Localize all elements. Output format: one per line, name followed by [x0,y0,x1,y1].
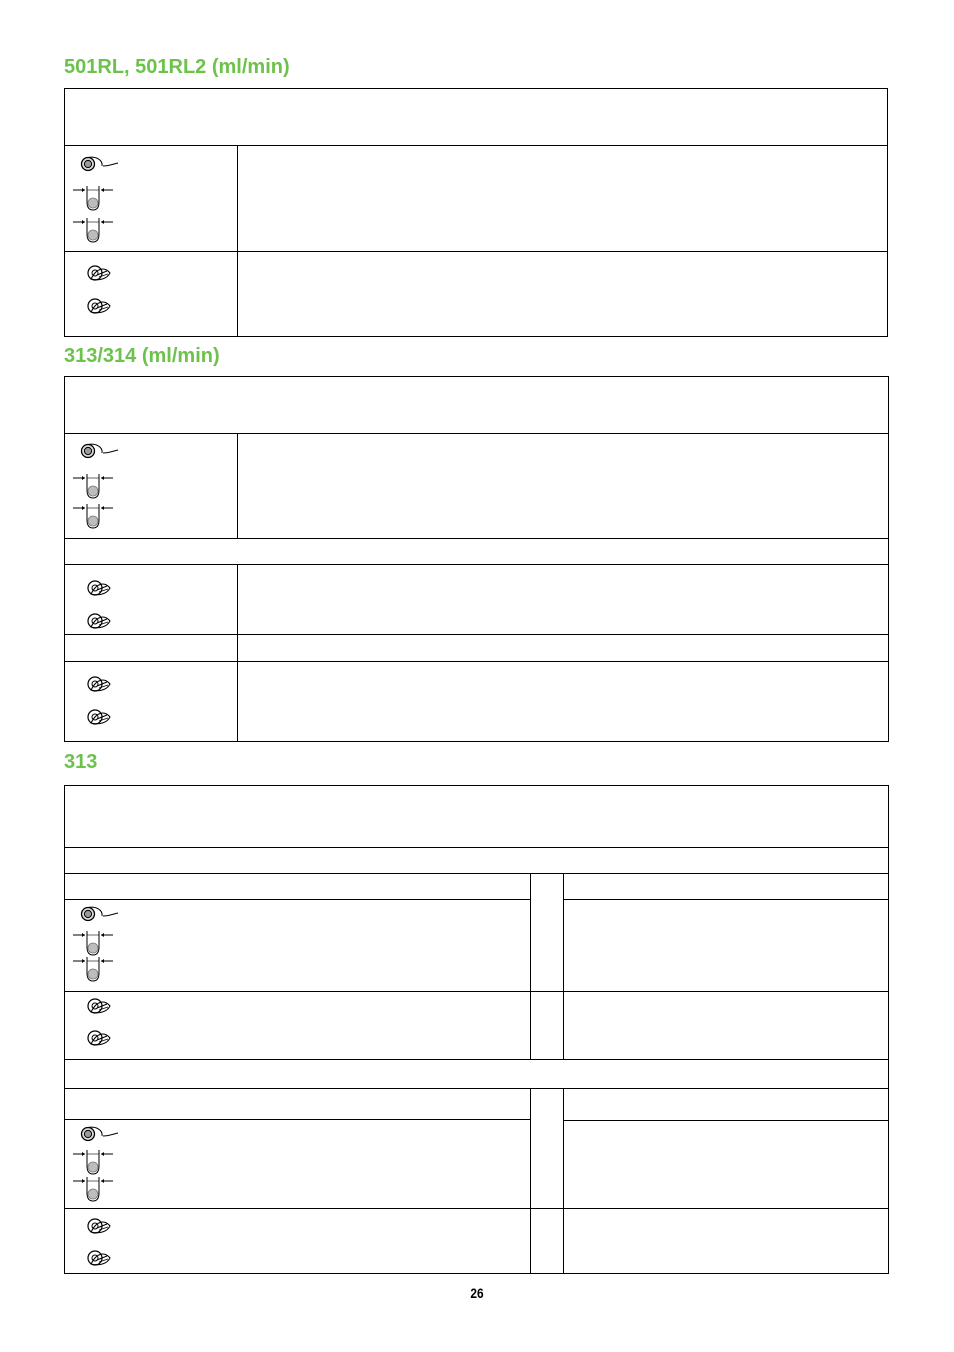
column-divider [237,564,238,742]
row-divider [65,145,887,146]
row-divider [65,1208,888,1209]
tube-bore-icon [73,503,113,529]
row-divider [65,991,888,992]
row-divider [65,899,531,900]
row-divider [65,847,888,848]
column-divider [530,873,531,1059]
tube-bore-icon [73,956,113,982]
tube-bore-icon [73,1176,113,1202]
page-number: 26 [470,1285,484,1301]
row-divider [564,899,888,900]
row-divider [65,433,888,434]
column-divider [237,433,238,538]
section-title-313: 313 [64,751,98,773]
column-divider [563,873,564,1059]
pumphead-icon [85,674,113,694]
column-divider [237,145,238,337]
section-title-313-314: 313/314 (ml/min) [64,345,220,367]
flow-table-313 [64,785,889,1274]
pumphead-icon [85,1028,113,1048]
row-divider [65,634,888,635]
tube-bore-icon [73,185,113,211]
tube-bore-icon [73,473,113,499]
flow-table-313-314 [64,376,889,742]
section-title-501rl: 501RL, 501RL2 (ml/min) [64,56,290,78]
row-divider [65,1059,888,1060]
pumphead-icon [85,1248,113,1268]
row-divider [65,1088,888,1089]
tubing-roll-icon [79,154,119,176]
tubing-roll-icon [79,904,119,926]
pumphead-icon [85,611,113,631]
row-divider [564,1120,888,1121]
pumphead-icon [85,263,113,283]
tubing-roll-icon [79,1124,119,1146]
row-divider [65,251,887,252]
row-divider [65,1119,531,1120]
column-divider [563,1088,564,1274]
row-divider [65,873,888,874]
tubing-roll-icon [79,441,119,463]
column-divider [530,1088,531,1274]
tube-bore-icon [73,1149,113,1175]
row-divider [65,538,888,539]
pumphead-icon [85,578,113,598]
tube-bore-icon [73,930,113,956]
pumphead-icon [85,1216,113,1236]
pumphead-icon [85,296,113,316]
row-divider [65,661,888,662]
row-divider [65,564,888,565]
tube-bore-icon [73,217,113,243]
pumphead-icon [85,707,113,727]
pumphead-icon [85,996,113,1016]
flow-table-501rl [64,88,888,337]
